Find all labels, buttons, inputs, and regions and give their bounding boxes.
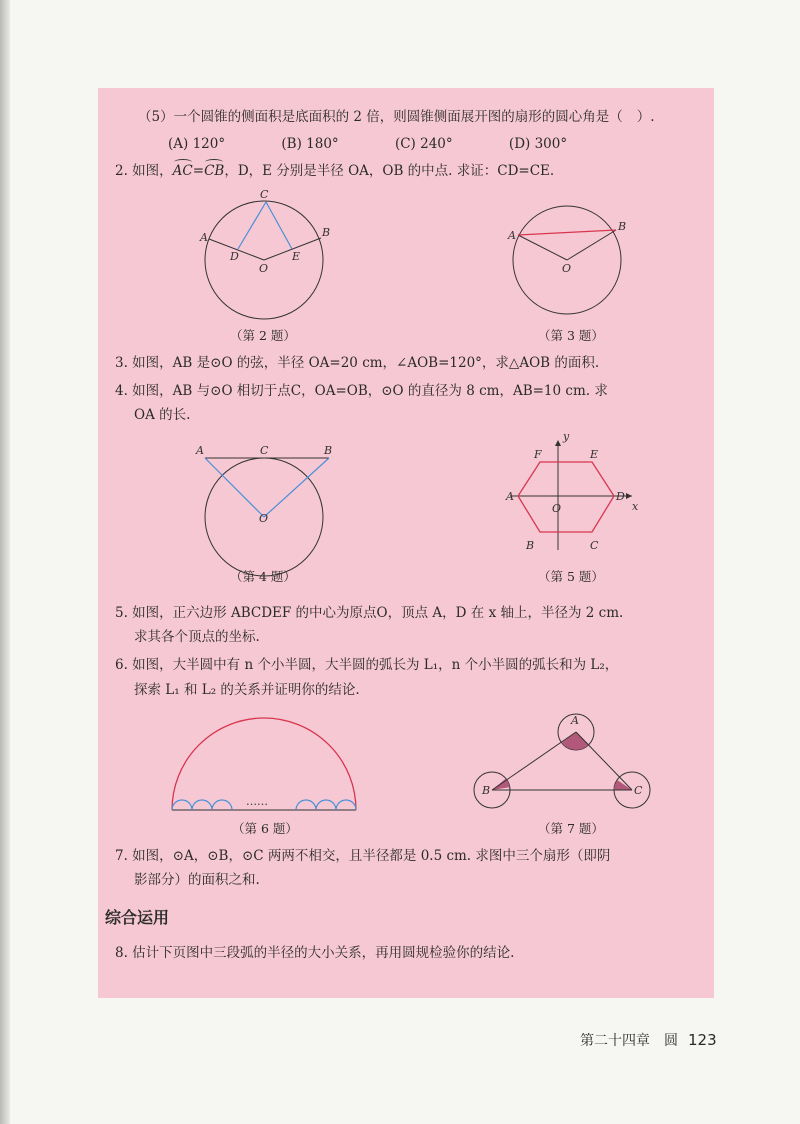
caption-fig2: （第 2 题） (230, 328, 296, 343)
q7-line2: 影部分）的面积之和. (134, 872, 260, 888)
caption-fig3: （第 3 题） (538, 328, 604, 343)
q7-line1: 7. 如图，⊙A，⊙B，⊙C 两两不相交，且半径都是 0.5 cm. 求图中三个扇形（即阴 (115, 848, 611, 864)
page-footer (580, 1030, 717, 1050)
label-c: C (590, 539, 599, 552)
label-b: B (324, 444, 333, 457)
label-b: B (322, 226, 331, 239)
label-b: B (482, 784, 491, 797)
label-e: E (292, 250, 301, 263)
figure-3 (500, 190, 640, 330)
caption-fig5: （第 5 题） (538, 569, 604, 584)
label-o: O (259, 262, 269, 275)
option-d: (D) 300° (508, 136, 568, 152)
label-y: y (563, 430, 570, 443)
figure-5 (500, 432, 650, 562)
label-a: A (508, 229, 516, 242)
label-c: C (260, 188, 269, 201)
q5b-line1: 5. 如图，正六边形 ABCDEF 的中心为原点O，顶点 A，D 在 x 轴上，半径为 2 cm. (115, 605, 624, 621)
label-d: D (616, 490, 625, 503)
section-title: 综合运用 (105, 908, 170, 927)
q6-line1: 6. 如图，大半圆中有 n 个小半圆，大半圆的弧长为 L₁，n 个小半圆的弧长和为 L₂， (115, 657, 619, 673)
q3-text: 3. 如图，AB 是⊙O 的弦，半径 OA=20 cm，∠AOB=120°，求△AOB 的面积. (115, 355, 600, 371)
label-d: D (230, 250, 239, 263)
q2-text: 2. 如图，AC =CB ，D，E 分别是半径 OA，OB 的中点. 求证：CD=CE. (115, 162, 554, 180)
page-number: 123 (688, 1031, 717, 1049)
caption-fig4: （第 4 题） (230, 569, 296, 584)
label-a: A (506, 490, 514, 503)
label-b: B (526, 539, 535, 552)
label-e: E (590, 448, 599, 461)
dots: …… (246, 795, 268, 808)
arc-cb: CB (204, 163, 224, 179)
figure-2 (196, 190, 336, 330)
caption-fig6: （第 6 题） (232, 821, 298, 836)
label-a: A (200, 231, 208, 244)
q6-line2: 探索 L₁ 和 L₂ 的关系并证明你的结论. (134, 682, 360, 698)
label-a: A (571, 714, 579, 727)
chapter-title: 第二十四章 圆 (580, 1033, 678, 1049)
q8-text: 8. 估计下页图中三段弧的半径的大小关系，再用圆规检验你的结论. (115, 945, 515, 961)
figure-7 (470, 706, 660, 816)
figure-4 (196, 440, 346, 580)
label-c: C (634, 784, 643, 797)
option-c: (C) 240° (394, 136, 453, 152)
label-c: C (260, 444, 269, 457)
arc-ac: AC (173, 163, 193, 179)
q5-options (168, 135, 567, 153)
page-edge (0, 0, 10, 1124)
label-o: O (552, 502, 562, 515)
q5-stem: （5）一个圆锥的侧面积是底面积的 2 倍，则圆锥侧面展开图的扇形的圆心角是（ ）. (138, 109, 655, 125)
label-o: O (562, 262, 572, 275)
q4-line1: 4. 如图，AB 与⊙O 相切于点C，OA=OB，⊙O 的直径为 8 cm，AB=10 cm. 求 (115, 383, 608, 399)
option-b: (B) 180° (281, 136, 339, 152)
q4-line2: OA 的长. (134, 407, 191, 423)
label-f: F (534, 448, 542, 461)
label-x: x (632, 500, 639, 513)
option-a: (A) 120° (168, 136, 226, 152)
label-a: A (196, 444, 204, 457)
caption-fig7: （第 7 题） (538, 821, 604, 836)
label-o: O (259, 512, 269, 525)
label-b: B (618, 220, 627, 233)
figure-6 (168, 718, 368, 818)
q5b-line2: 求其各个顶点的坐标. (134, 629, 260, 645)
